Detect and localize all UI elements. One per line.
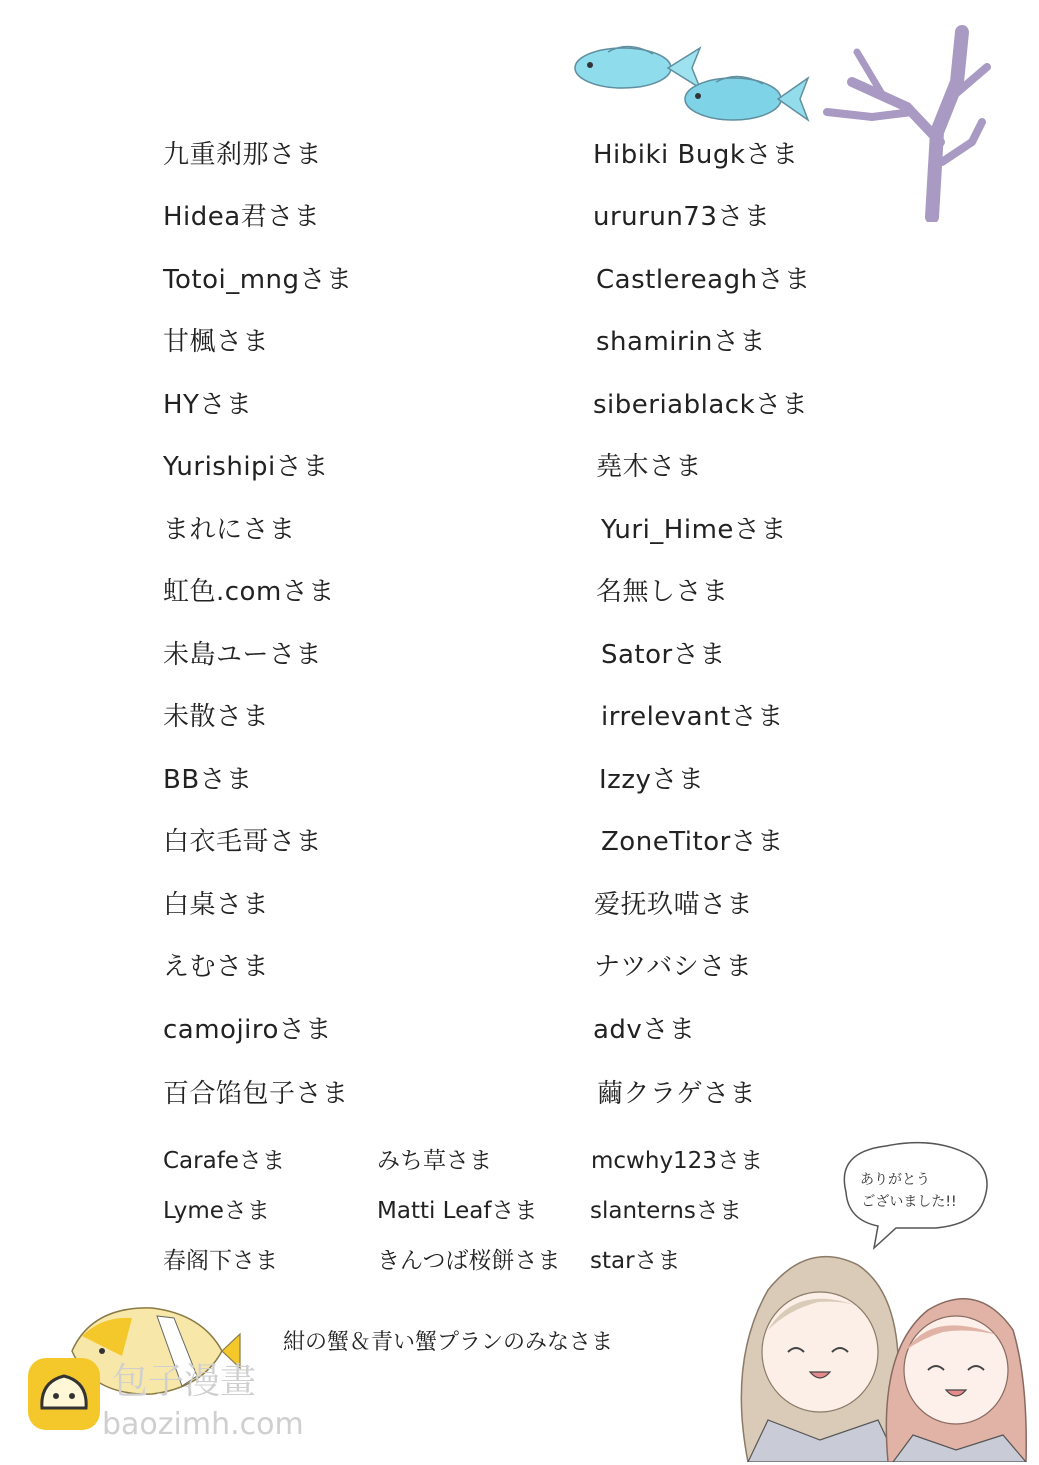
supporter-name: えむさま [163,952,270,982]
supporter-name: 繭クラゲさま [597,1079,757,1109]
supporter-name: 百合馅包子さま [163,1079,349,1109]
bubble-line-1: ありがとう [860,1172,930,1188]
supporter-name-small: mcwhy123さま [591,1148,763,1174]
supporter-name: advさま [593,1015,696,1045]
supporter-name: irrelevantさま [601,702,784,732]
supporter-name: Hidea君さま [163,202,321,232]
supporter-name: Yurishipiさま [163,452,329,482]
supporter-name-small: きんつば桜餅さま [377,1248,561,1274]
supporter-name: HYさま [163,390,253,420]
supporter-name-small: starさま [590,1248,681,1274]
supporter-name-small: Carafeさま [163,1148,285,1174]
supporter-name: 未散さま [163,702,270,732]
supporter-name: shamirinさま [596,327,766,357]
supporter-name: Totoi_mngさま [163,265,353,295]
supporter-name: siberiablackさま [593,390,809,420]
watermark-title: 包子漫畫 [112,1361,257,1402]
footer-caption: 紺の蟹＆青い蟹プランのみなさま [283,1330,614,1355]
supporter-name: ururun73さま [593,202,771,232]
watermark-url: baozimh.com [102,1407,304,1442]
supporter-name-small: Matti Leafさま [377,1198,538,1224]
characters-illustration [728,1240,1028,1462]
supporter-name: Satorさま [601,640,726,670]
supporter-name-small: みち草さま [377,1148,492,1174]
supporter-name: ZoneTitorさま [601,827,784,857]
supporter-name: Castlereaghさま [596,265,811,295]
bubble-line-2: ございました!! [861,1194,957,1210]
supporter-name-small: Lymeさま [163,1198,270,1224]
supporter-name: ナツバシさま [594,952,753,982]
supporter-name-small: slanternsさま [590,1198,742,1224]
supporter-name: camojiroさま [163,1015,332,1045]
supporter-name: 堯木さま [596,452,703,482]
supporter-name: Izzyさま [599,765,705,795]
fish-icon [678,66,810,128]
supporter-name: 虹色.comさま [163,577,335,607]
watermark-logo-icon [26,1356,102,1432]
supporter-name: 爱抚玖喵さま [594,890,754,920]
supporter-name: まれにさま [163,515,296,545]
coral-icon [812,22,1002,222]
supporter-name: 甘楓さま [163,327,270,357]
supporter-name: 九重刹那さま [163,140,323,170]
supporter-name-small: 春阁下さま [163,1248,278,1274]
supporter-name: 白衣毛哥さま [163,827,323,857]
supporter-name: BBさま [163,765,253,795]
supporter-name: 白桌さま [163,890,270,920]
supporter-name: 名無しさま [596,577,729,607]
supporter-name: Hibiki Bugkさま [593,140,799,170]
supporter-name: Yuri_Himeさま [601,515,787,545]
supporter-name: 未島ユーさま [163,640,323,670]
